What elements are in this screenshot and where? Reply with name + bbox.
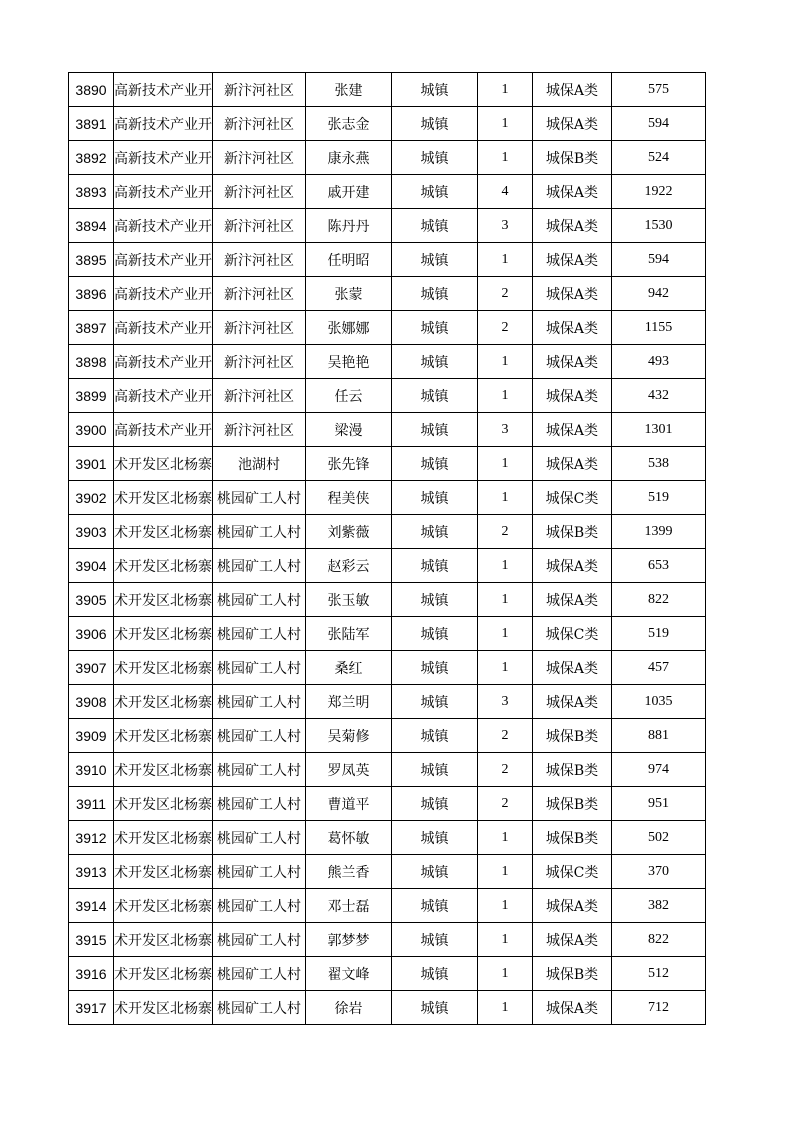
category-cell: 城保A类	[533, 379, 612, 413]
household-count-cell: 2	[478, 277, 533, 311]
area-cell	[114, 719, 213, 753]
residence-type-cell: 城镇	[392, 413, 478, 447]
name-cell: 吴艳艳	[306, 345, 392, 379]
area-cell	[114, 311, 213, 345]
area-cell	[114, 685, 213, 719]
name-cell: 吴菊修	[306, 719, 392, 753]
row-id-cell: 3906	[69, 617, 114, 651]
household-count-cell: 2	[478, 753, 533, 787]
residence-type-cell: 城镇	[392, 923, 478, 957]
name-cell: 郑兰明	[306, 685, 392, 719]
amount-cell: 653	[612, 549, 706, 583]
area-text: 术开发区北杨寨	[114, 864, 212, 881]
community-cell: 桃园矿工人村	[213, 719, 306, 753]
household-count-cell: 1	[478, 243, 533, 277]
area-cell	[114, 345, 213, 379]
community-cell: 桃园矿工人村	[213, 821, 306, 855]
residence-type-cell: 城镇	[392, 855, 478, 889]
row-id-cell: 3907	[69, 651, 114, 685]
table-row	[69, 855, 706, 889]
row-id-cell: 3898	[69, 345, 114, 379]
row-id-cell: 3903	[69, 515, 114, 549]
name-cell: 程美侠	[306, 481, 392, 515]
category-cell: 城保B类	[533, 787, 612, 821]
table-row	[69, 209, 706, 243]
table-row	[69, 277, 706, 311]
row-id-cell: 3897	[69, 311, 114, 345]
community-cell: 新汴河社区	[213, 107, 306, 141]
table-body	[69, 73, 706, 1025]
row-id-cell: 3913	[69, 855, 114, 889]
household-count-cell: 1	[478, 141, 533, 175]
community-cell: 桃园矿工人村	[213, 481, 306, 515]
name-cell: 赵彩云	[306, 549, 392, 583]
row-id-cell: 3904	[69, 549, 114, 583]
area-text: 术开发区北杨寨	[114, 592, 212, 609]
area-cell	[114, 991, 213, 1025]
area-text: 高新技术产业开	[114, 218, 212, 235]
residence-type-cell: 城镇	[392, 73, 478, 107]
area-cell	[114, 243, 213, 277]
row-id-cell: 3917	[69, 991, 114, 1025]
residence-type-cell: 城镇	[392, 515, 478, 549]
household-count-cell: 1	[478, 549, 533, 583]
table-row	[69, 617, 706, 651]
table-row	[69, 651, 706, 685]
community-cell: 桃园矿工人村	[213, 515, 306, 549]
table-row	[69, 821, 706, 855]
household-count-cell: 1	[478, 923, 533, 957]
community-cell: 新汴河社区	[213, 277, 306, 311]
household-count-cell: 1	[478, 957, 533, 991]
category-cell: 城保B类	[533, 753, 612, 787]
area-cell	[114, 277, 213, 311]
area-text: 高新技术产业开	[114, 150, 212, 167]
community-cell: 新汴河社区	[213, 311, 306, 345]
household-count-cell: 2	[478, 787, 533, 821]
community-cell: 新汴河社区	[213, 379, 306, 413]
household-count-cell: 1	[478, 379, 533, 413]
household-count-cell: 1	[478, 447, 533, 481]
area-text: 术开发区北杨寨	[114, 524, 212, 541]
household-count-cell: 1	[478, 651, 533, 685]
table-row	[69, 141, 706, 175]
residence-type-cell: 城镇	[392, 719, 478, 753]
household-count-cell: 2	[478, 719, 533, 753]
area-text: 术开发区北杨寨	[114, 626, 212, 643]
community-cell: 新汴河社区	[213, 209, 306, 243]
household-count-cell: 1	[478, 821, 533, 855]
name-cell: 张建	[306, 73, 392, 107]
category-cell: 城保A类	[533, 991, 612, 1025]
community-cell: 桃园矿工人村	[213, 991, 306, 1025]
table-row	[69, 787, 706, 821]
name-cell: 张陆军	[306, 617, 392, 651]
category-cell: 城保A类	[533, 73, 612, 107]
residence-type-cell: 城镇	[392, 787, 478, 821]
category-cell: 城保C类	[533, 617, 612, 651]
area-cell	[114, 379, 213, 413]
area-text: 术开发区北杨寨	[114, 456, 212, 473]
amount-cell: 594	[612, 243, 706, 277]
category-cell: 城保A类	[533, 311, 612, 345]
amount-cell: 538	[612, 447, 706, 481]
name-cell: 曹道平	[306, 787, 392, 821]
community-cell: 桃园矿工人村	[213, 583, 306, 617]
area-text: 术开发区北杨寨	[114, 966, 212, 983]
category-cell: 城保A类	[533, 345, 612, 379]
area-cell	[114, 923, 213, 957]
area-text: 术开发区北杨寨	[114, 558, 212, 575]
area-cell	[114, 889, 213, 923]
name-cell: 邓士磊	[306, 889, 392, 923]
area-text: 术开发区北杨寨	[114, 1000, 212, 1017]
household-count-cell: 3	[478, 209, 533, 243]
area-text: 高新技术产业开	[114, 252, 212, 269]
category-cell: 城保B类	[533, 515, 612, 549]
community-cell: 桃园矿工人村	[213, 685, 306, 719]
row-id-cell: 3914	[69, 889, 114, 923]
community-cell: 桃园矿工人村	[213, 617, 306, 651]
row-id-cell: 3894	[69, 209, 114, 243]
community-cell: 桃园矿工人村	[213, 889, 306, 923]
amount-cell: 575	[612, 73, 706, 107]
category-cell: 城保A类	[533, 243, 612, 277]
area-text: 术开发区北杨寨	[114, 932, 212, 949]
community-cell: 新汴河社区	[213, 243, 306, 277]
area-cell	[114, 583, 213, 617]
residence-type-cell: 城镇	[392, 753, 478, 787]
area-text: 高新技术产业开	[114, 184, 212, 201]
row-id-cell: 3908	[69, 685, 114, 719]
residence-type-cell: 城镇	[392, 209, 478, 243]
area-text: 术开发区北杨寨	[114, 796, 212, 813]
amount-cell: 457	[612, 651, 706, 685]
area-text: 术开发区北杨寨	[114, 694, 212, 711]
row-id-cell: 3893	[69, 175, 114, 209]
category-cell: 城保A类	[533, 447, 612, 481]
area-cell	[114, 73, 213, 107]
table-row	[69, 719, 706, 753]
residence-type-cell: 城镇	[392, 481, 478, 515]
residence-type-cell: 城镇	[392, 243, 478, 277]
area-cell	[114, 209, 213, 243]
category-cell: 城保B类	[533, 141, 612, 175]
residence-type-cell: 城镇	[392, 651, 478, 685]
name-cell: 桑红	[306, 651, 392, 685]
residence-type-cell: 城镇	[392, 821, 478, 855]
amount-cell: 881	[612, 719, 706, 753]
name-cell: 梁漫	[306, 413, 392, 447]
category-cell: 城保A类	[533, 209, 612, 243]
area-text: 术开发区北杨寨	[114, 762, 212, 779]
community-cell: 桃园矿工人村	[213, 753, 306, 787]
category-cell: 城保A类	[533, 277, 612, 311]
name-cell: 徐岩	[306, 991, 392, 1025]
residence-type-cell: 城镇	[392, 277, 478, 311]
row-id-cell: 3912	[69, 821, 114, 855]
community-cell: 新汴河社区	[213, 141, 306, 175]
table-row	[69, 923, 706, 957]
amount-cell: 512	[612, 957, 706, 991]
amount-cell: 712	[612, 991, 706, 1025]
table-row	[69, 379, 706, 413]
area-text: 高新技术产业开	[114, 422, 212, 439]
name-cell: 郭梦梦	[306, 923, 392, 957]
name-cell: 任云	[306, 379, 392, 413]
residence-type-cell: 城镇	[392, 175, 478, 209]
name-cell: 康永燕	[306, 141, 392, 175]
residence-type-cell: 城镇	[392, 107, 478, 141]
area-text: 高新技术产业开	[114, 320, 212, 337]
community-cell: 新汴河社区	[213, 175, 306, 209]
area-cell	[114, 413, 213, 447]
category-cell: 城保A类	[533, 889, 612, 923]
table-row	[69, 685, 706, 719]
residence-type-cell: 城镇	[392, 583, 478, 617]
area-text: 高新技术产业开	[114, 82, 212, 99]
residence-type-cell: 城镇	[392, 345, 478, 379]
row-id-cell: 3891	[69, 107, 114, 141]
amount-cell: 942	[612, 277, 706, 311]
table-row	[69, 549, 706, 583]
row-id-cell: 3901	[69, 447, 114, 481]
community-cell: 新汴河社区	[213, 73, 306, 107]
amount-cell: 1035	[612, 685, 706, 719]
amount-cell: 1922	[612, 175, 706, 209]
amount-cell: 974	[612, 753, 706, 787]
area-text: 术开发区北杨寨	[114, 660, 212, 677]
household-count-cell: 4	[478, 175, 533, 209]
household-count-cell: 1	[478, 889, 533, 923]
community-cell: 桃园矿工人村	[213, 549, 306, 583]
household-count-cell: 1	[478, 991, 533, 1025]
area-cell	[114, 821, 213, 855]
amount-cell: 432	[612, 379, 706, 413]
category-cell: 城保A类	[533, 923, 612, 957]
residence-type-cell: 城镇	[392, 617, 478, 651]
community-cell: 桃园矿工人村	[213, 651, 306, 685]
household-count-cell: 1	[478, 345, 533, 379]
name-cell: 张玉敏	[306, 583, 392, 617]
row-id-cell: 3910	[69, 753, 114, 787]
area-text: 高新技术产业开	[114, 388, 212, 405]
name-cell: 罗凤英	[306, 753, 392, 787]
community-cell: 新汴河社区	[213, 345, 306, 379]
area-text: 术开发区北杨寨	[114, 728, 212, 745]
table-row	[69, 345, 706, 379]
amount-cell: 519	[612, 481, 706, 515]
category-cell: 城保A类	[533, 651, 612, 685]
row-id-cell: 3895	[69, 243, 114, 277]
category-cell: 城保A类	[533, 583, 612, 617]
amount-cell: 524	[612, 141, 706, 175]
row-id-cell: 3896	[69, 277, 114, 311]
row-id-cell: 3905	[69, 583, 114, 617]
table-row	[69, 243, 706, 277]
household-count-cell: 2	[478, 311, 533, 345]
name-cell: 葛怀敏	[306, 821, 392, 855]
amount-cell: 594	[612, 107, 706, 141]
area-cell	[114, 855, 213, 889]
household-count-cell: 3	[478, 685, 533, 719]
household-count-cell: 1	[478, 855, 533, 889]
row-id-cell: 3915	[69, 923, 114, 957]
table-row	[69, 889, 706, 923]
residence-type-cell: 城镇	[392, 379, 478, 413]
table-row	[69, 583, 706, 617]
row-id-cell: 3916	[69, 957, 114, 991]
table-row	[69, 753, 706, 787]
amount-cell: 519	[612, 617, 706, 651]
area-text: 高新技术产业开	[114, 286, 212, 303]
row-id-cell: 3911	[69, 787, 114, 821]
table-row	[69, 413, 706, 447]
row-id-cell: 3902	[69, 481, 114, 515]
area-text: 术开发区北杨寨	[114, 490, 212, 507]
area-cell	[114, 107, 213, 141]
table-row	[69, 311, 706, 345]
name-cell: 张志金	[306, 107, 392, 141]
household-count-cell: 1	[478, 617, 533, 651]
amount-cell: 370	[612, 855, 706, 889]
name-cell: 刘紫薇	[306, 515, 392, 549]
row-id-cell: 3892	[69, 141, 114, 175]
area-cell	[114, 549, 213, 583]
community-cell: 桃园矿工人村	[213, 855, 306, 889]
area-cell	[114, 753, 213, 787]
residence-type-cell: 城镇	[392, 889, 478, 923]
household-count-cell: 1	[478, 583, 533, 617]
community-cell: 桃园矿工人村	[213, 787, 306, 821]
name-cell: 张先锋	[306, 447, 392, 481]
row-id-cell: 3899	[69, 379, 114, 413]
name-cell: 戚开建	[306, 175, 392, 209]
area-cell	[114, 175, 213, 209]
area-cell	[114, 515, 213, 549]
residence-type-cell: 城镇	[392, 957, 478, 991]
area-text: 术开发区北杨寨	[114, 898, 212, 915]
amount-cell: 1301	[612, 413, 706, 447]
community-cell: 桃园矿工人村	[213, 957, 306, 991]
residence-type-cell: 城镇	[392, 141, 478, 175]
amount-cell: 502	[612, 821, 706, 855]
row-id-cell: 3890	[69, 73, 114, 107]
residence-type-cell: 城镇	[392, 311, 478, 345]
data-sheet	[68, 72, 706, 1025]
category-cell: 城保C类	[533, 481, 612, 515]
residence-type-cell: 城镇	[392, 685, 478, 719]
area-cell	[114, 447, 213, 481]
table-row	[69, 991, 706, 1025]
household-count-cell: 1	[478, 481, 533, 515]
residence-type-cell: 城镇	[392, 447, 478, 481]
amount-cell: 493	[612, 345, 706, 379]
category-cell: 城保A类	[533, 175, 612, 209]
area-text: 术开发区北杨寨	[114, 830, 212, 847]
table-row	[69, 107, 706, 141]
area-text: 高新技术产业开	[114, 354, 212, 371]
community-cell: 新汴河社区	[213, 413, 306, 447]
household-count-cell: 2	[478, 515, 533, 549]
residence-type-cell: 城镇	[392, 991, 478, 1025]
area-cell	[114, 617, 213, 651]
amount-cell: 1399	[612, 515, 706, 549]
category-cell: 城保A类	[533, 413, 612, 447]
name-cell: 任明昭	[306, 243, 392, 277]
name-cell: 张娜娜	[306, 311, 392, 345]
amount-cell: 382	[612, 889, 706, 923]
table-row	[69, 481, 706, 515]
table-row	[69, 957, 706, 991]
household-count-cell: 1	[478, 73, 533, 107]
category-cell: 城保C类	[533, 855, 612, 889]
records-table	[68, 72, 706, 1025]
row-id-cell: 3909	[69, 719, 114, 753]
table-row	[69, 447, 706, 481]
amount-cell: 1155	[612, 311, 706, 345]
amount-cell: 822	[612, 583, 706, 617]
table-row	[69, 175, 706, 209]
area-cell	[114, 141, 213, 175]
category-cell: 城保A类	[533, 685, 612, 719]
area-cell	[114, 651, 213, 685]
household-count-cell: 3	[478, 413, 533, 447]
name-cell: 翟文峰	[306, 957, 392, 991]
community-cell: 桃园矿工人村	[213, 923, 306, 957]
area-cell	[114, 957, 213, 991]
household-count-cell: 1	[478, 107, 533, 141]
category-cell: 城保B类	[533, 821, 612, 855]
category-cell: 城保B类	[533, 957, 612, 991]
category-cell: 城保B类	[533, 719, 612, 753]
category-cell: 城保A类	[533, 549, 612, 583]
name-cell: 熊兰香	[306, 855, 392, 889]
amount-cell: 1530	[612, 209, 706, 243]
name-cell: 陈丹丹	[306, 209, 392, 243]
area-cell	[114, 481, 213, 515]
residence-type-cell: 城镇	[392, 549, 478, 583]
row-id-cell: 3900	[69, 413, 114, 447]
amount-cell: 822	[612, 923, 706, 957]
community-cell: 池湖村	[213, 447, 306, 481]
table-row	[69, 73, 706, 107]
table-row	[69, 515, 706, 549]
amount-cell: 951	[612, 787, 706, 821]
category-cell: 城保A类	[533, 107, 612, 141]
area-cell	[114, 787, 213, 821]
area-text: 高新技术产业开	[114, 116, 212, 133]
name-cell: 张蒙	[306, 277, 392, 311]
